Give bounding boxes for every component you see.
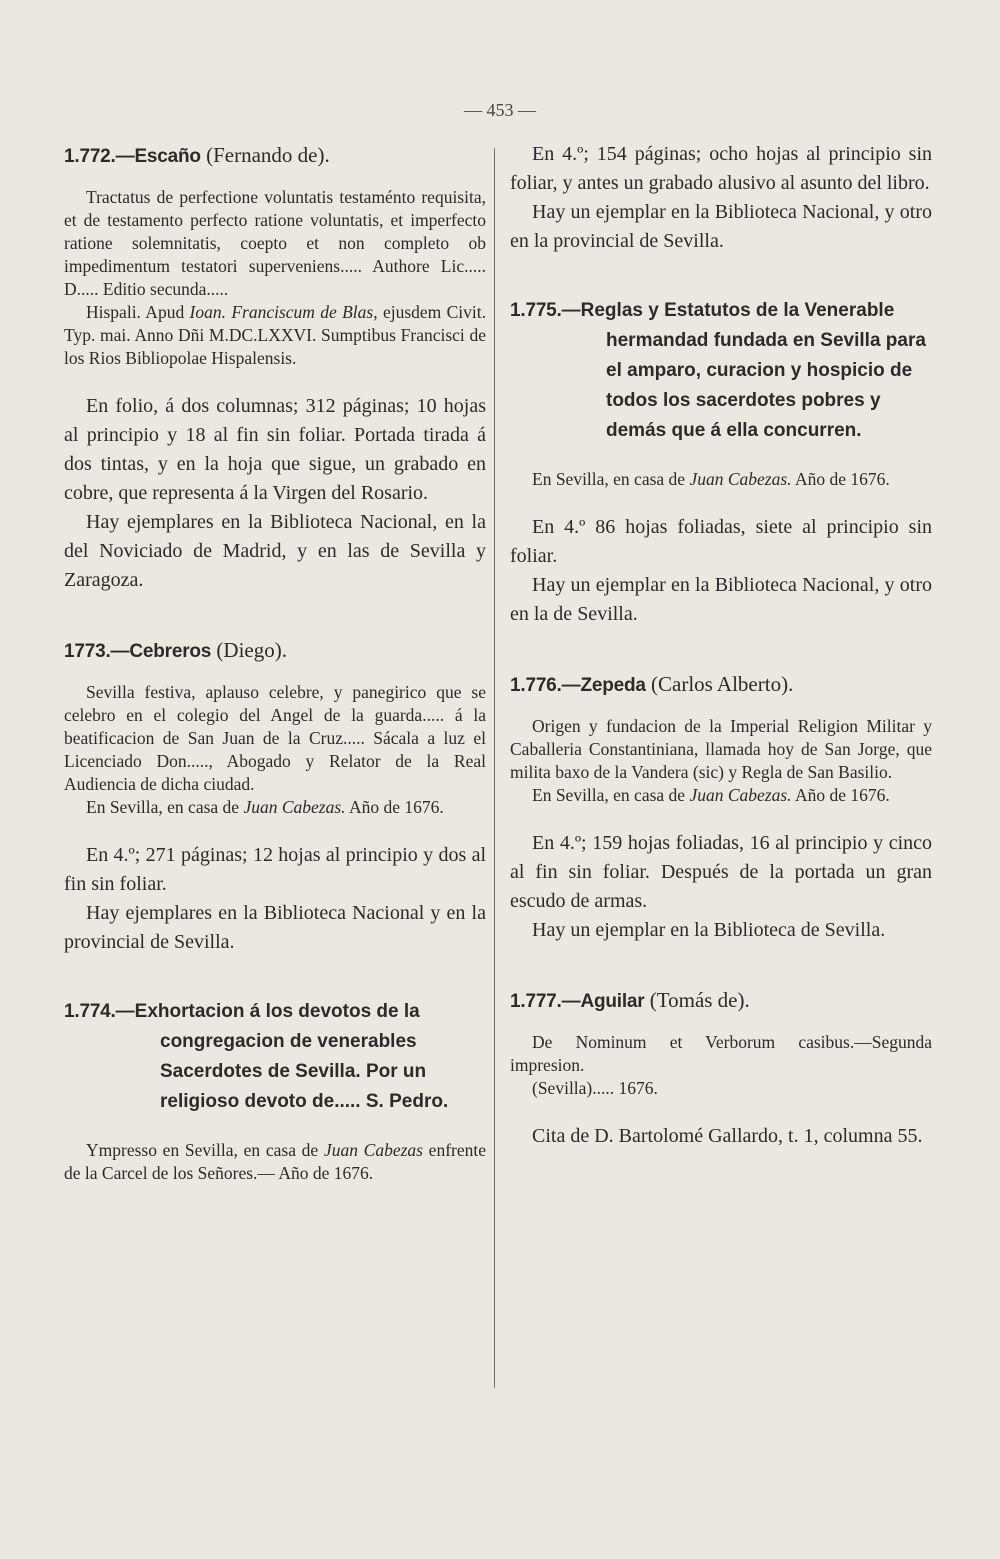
entry-1776 (510, 669, 932, 945)
author-given-name: (Fernando de). (200, 143, 330, 167)
author-given-name: (Tomás de). (644, 988, 750, 1012)
entry-heading (510, 985, 932, 1017)
description: En 4.º; 154 páginas; ocho hojas al principio sin foliar, y antes un grabado alusivo al asunto del libro. (510, 143, 932, 194)
citation: Cita de D. Bartolomé Gallardo, t. 1, columna 55. (532, 1125, 923, 1147)
right-column (510, 140, 932, 1151)
entry-1775 (510, 296, 932, 629)
author-name: —Cebreros (110, 641, 212, 662)
author-given-name: (Carlos Alberto). (645, 672, 794, 696)
imprint: (Sevilla)..... 1676. (532, 1078, 658, 1098)
author-name: —Aguilar (561, 991, 645, 1012)
description: En 4.º 86 hojas foliadas, siete al principio sin foliar. (510, 516, 932, 567)
entry-title: —Reglas y Estatutos de la Venerable hermandad fundada en Sevilla para el amparo, curacion y hospicio de todos los sacerdotes pobres y demás que á ella concurren. (561, 300, 926, 441)
author-given-name: (Diego). (211, 638, 287, 662)
imprint: En Sevilla, en casa de Juan Cabezas. Año de 1676. (86, 797, 444, 817)
description: En folio, á dos columnas; 312 páginas; 10 hojas al principio y 18 al fin sin foliar. Portada tirada á dos tintas, y en la hoja que sigue, un grabado en cobre, que representa á la Virgen del Rosario. (64, 395, 486, 504)
holdings: Hay un ejemplar en la Biblioteca Nacional, y otro en la de Sevilla. (510, 574, 932, 625)
entry-number: 1.775. (510, 300, 562, 321)
entry-title: —Exhortacion á los devotos de la congregacion de venerables Sacerdotes de Sevilla. Por un religioso devoto de..... S. Pedro. (115, 1001, 449, 1112)
holdings: Hay ejemplares en la Biblioteca Nacional y en la provincial de Sevilla. (64, 902, 486, 953)
description: En 4.º; 271 páginas; 12 hojas al principio y dos al fin sin foliar. (64, 844, 486, 895)
entry-title-text: Sevilla festiva, aplauso celebre, y panegirico que se celebro en el colegio del Angel de la guarda..... á la beatificacion de San Juan de la Cruz..... Sácala a luz el Licenciado Don....., Abogado y Relator de la Real Audiencia de dicha ciudad. (64, 682, 486, 794)
page-number: — 453 — (464, 100, 536, 120)
entry-title-text: De Nominum et Verborum casibus.—Segunda impresion. (510, 1032, 932, 1075)
entry-title-text: Tractatus de perfectione voluntatis testaménto requisita, et de testamento perfecto ratione voluntatis, et imperfecto ratione solemnitatis, coepto et non completo ob impedimentum testatori superveniens..... Authore Lic..... D..... Editio secunda..... (64, 187, 486, 299)
holdings: Hay un ejemplar en la Biblioteca Nacional, y otro en la provincial de Sevilla. (510, 201, 932, 252)
entry-number: 1.772. (64, 146, 116, 167)
holdings: Hay un ejemplar en la Biblioteca de Sevilla. (532, 919, 886, 941)
entry-1774 (64, 997, 486, 1185)
column-divider (494, 148, 495, 1388)
author-name: —Escaño (115, 146, 201, 167)
entry-number: 1773. (64, 641, 111, 662)
entry-heading (510, 296, 932, 446)
left-column (64, 140, 486, 1185)
entry-heading (64, 140, 486, 172)
entry-1772 (64, 140, 486, 595)
entry-1777 (510, 985, 932, 1151)
entry-number: 1.774. (64, 1001, 116, 1022)
imprint: En Sevilla, en casa de Juan Cabezas. Año de 1676. (532, 785, 890, 805)
imprint: Ympresso en Sevilla, en casa de Juan Cabezas enfrente de la Carcel de los Señores.— Año de 1676. (64, 1140, 487, 1183)
holdings: Hay ejemplares en la Biblioteca Nacional, en la del Noviciado de Madrid, y en las de Sevilla y Zaragoza. (64, 511, 486, 591)
entry-heading (64, 997, 486, 1117)
entry-heading (64, 635, 486, 667)
description: En 4.º; 159 hojas foliadas, 16 al principio y cinco al fin sin foliar. Después de la portada un gran escudo de armas. (510, 832, 932, 912)
entry-1774-continued (510, 140, 932, 256)
entry-heading (510, 669, 932, 701)
entry-title-text: Origen y fundacion de la Imperial Religion Militar y Caballeria Constantiniana, llamada hoy de San Jorge, que milita baxo de la Vandera (sic) y Regla de San Basilio. (510, 716, 932, 782)
imprint: Hispali. Apud Ioan. Franciscum de Blas, ejusdem Civit. Typ. mai. Anno Dñi M.DC.LXXVI. Sumptibus Francisci de los Rios Bibliopolae Hispalensis. (64, 302, 486, 368)
entry-1773 (64, 635, 486, 957)
imprint: En Sevilla, en casa de Juan Cabezas. Año de 1676. (532, 469, 890, 489)
entry-number: 1.776. (510, 675, 562, 696)
entry-number: 1.777. (510, 991, 562, 1012)
author-name: —Zepeda (561, 675, 646, 696)
